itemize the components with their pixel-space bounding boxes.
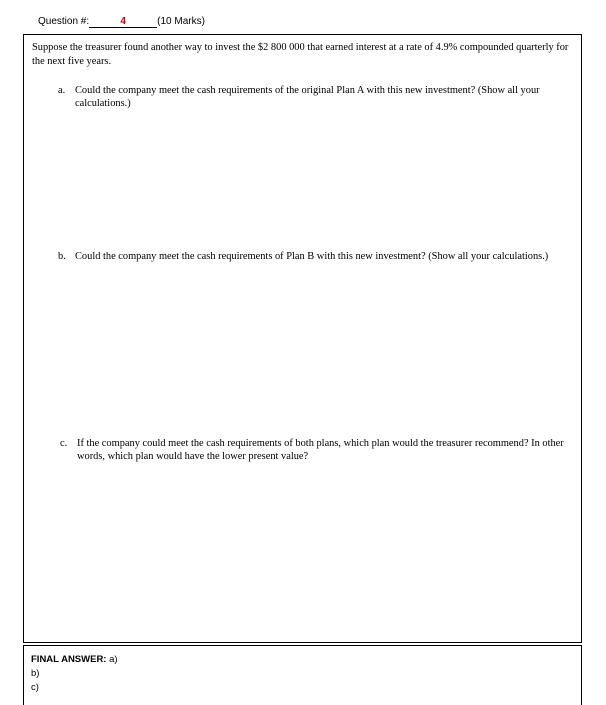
part-a-text: Could the company meet the cash requirements of the original Plan A with this new investment? (Show all your calculations.) bbox=[75, 85, 540, 109]
final-answer-label: FINAL ANSWER: bbox=[31, 654, 107, 665]
part-a-marker: a. bbox=[58, 85, 66, 96]
part-b-marker: b. bbox=[58, 251, 66, 262]
part-b bbox=[58, 250, 568, 263]
part-c bbox=[60, 437, 570, 463]
question-box bbox=[23, 34, 582, 643]
question-number: 4 bbox=[120, 16, 126, 27]
question-marks: (10 Marks) bbox=[157, 16, 205, 27]
question-header bbox=[38, 16, 205, 28]
question-number-blank bbox=[89, 16, 157, 28]
question-intro: Suppose the treasurer found another way to invest the $2 800 000 that earned interest at a rate of 4.9% compounded quarterly for the next five years. bbox=[32, 42, 569, 67]
final-answer-box bbox=[23, 645, 582, 705]
part-c-text: If the company could meet the cash requirements of both plans, which plan would the treasurer recommend? In other words, which plan would have the lower present value? bbox=[77, 438, 564, 462]
part-a bbox=[58, 84, 568, 110]
final-answer-line-a bbox=[31, 653, 118, 667]
part-b-text: Could the company meet the cash requirements of Plan B with this new investment? (Show all your calculations.) bbox=[75, 251, 549, 262]
final-answer-c: c) bbox=[31, 682, 39, 693]
final-answer bbox=[31, 653, 118, 695]
final-answer-a: a) bbox=[109, 654, 118, 665]
final-answer-b: b) bbox=[31, 668, 40, 679]
part-c-marker: c. bbox=[60, 438, 68, 449]
question-label: Question #: bbox=[38, 16, 90, 27]
